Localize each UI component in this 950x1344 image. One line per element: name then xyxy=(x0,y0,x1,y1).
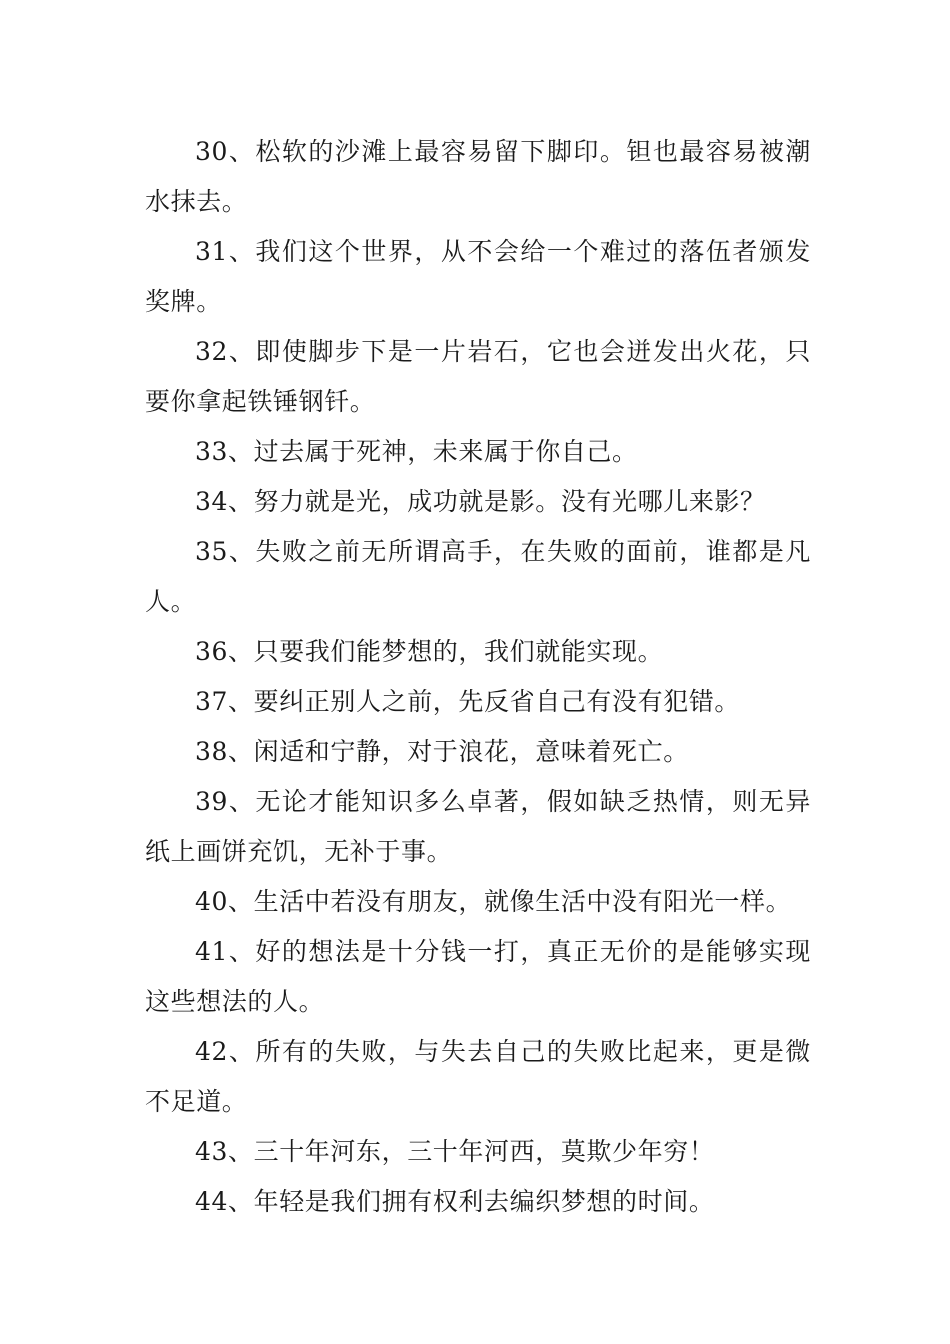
quote-paragraph: 35、失败之前无所谓高手，在失败的面前，谁都是凡人。 xyxy=(145,537,811,616)
quote-paragraph: 44、年轻是我们拥有权利去编织梦想的时间。 xyxy=(195,1187,715,1216)
document-body xyxy=(145,127,811,1227)
quote-paragraph: 39、无论才能知识多么卓著，假如缺乏热情，则无异纸上画饼充饥，无补于事。 xyxy=(145,787,811,866)
quote-paragraph: 33、过去属于死神，未来属于你自己。 xyxy=(195,437,638,466)
quote-paragraph: 31、我们这个世界，从不会给一个难过的落伍者颁发奖牌。 xyxy=(145,237,811,316)
quote-paragraph: 40、生活中若没有朋友，就像生活中没有阳光一样。 xyxy=(195,887,792,916)
quote-paragraph: 43、三十年河东，三十年河西，莫欺少年穷！ xyxy=(195,1137,715,1166)
quote-paragraph: 41、好的想法是十分钱一打，真正无价的是能够实现这些想法的人。 xyxy=(145,937,811,1016)
quote-paragraph: 42、所有的失败，与失去自己的失败比起来，更是微不足道。 xyxy=(145,1037,811,1116)
quote-paragraph: 32、即使脚步下是一片岩石，它也会迸发出火花，只要你拿起铁锤钢钎。 xyxy=(145,337,811,416)
quote-paragraph: 38、闲适和宁静，对于浪花，意味着死亡。 xyxy=(195,737,689,766)
quote-paragraph: 34、努力就是光，成功就是影。没有光哪儿来影？ xyxy=(195,487,766,516)
quote-paragraph: 30、松软的沙滩上最容易留下脚印。钽也最容易被潮水抹去。 xyxy=(145,137,811,216)
quote-paragraph: 36、只要我们能梦想的，我们就能实现。 xyxy=(195,637,664,666)
quote-paragraph: 37、要纠正别人之前，先反省自己有没有犯错。 xyxy=(195,687,741,716)
